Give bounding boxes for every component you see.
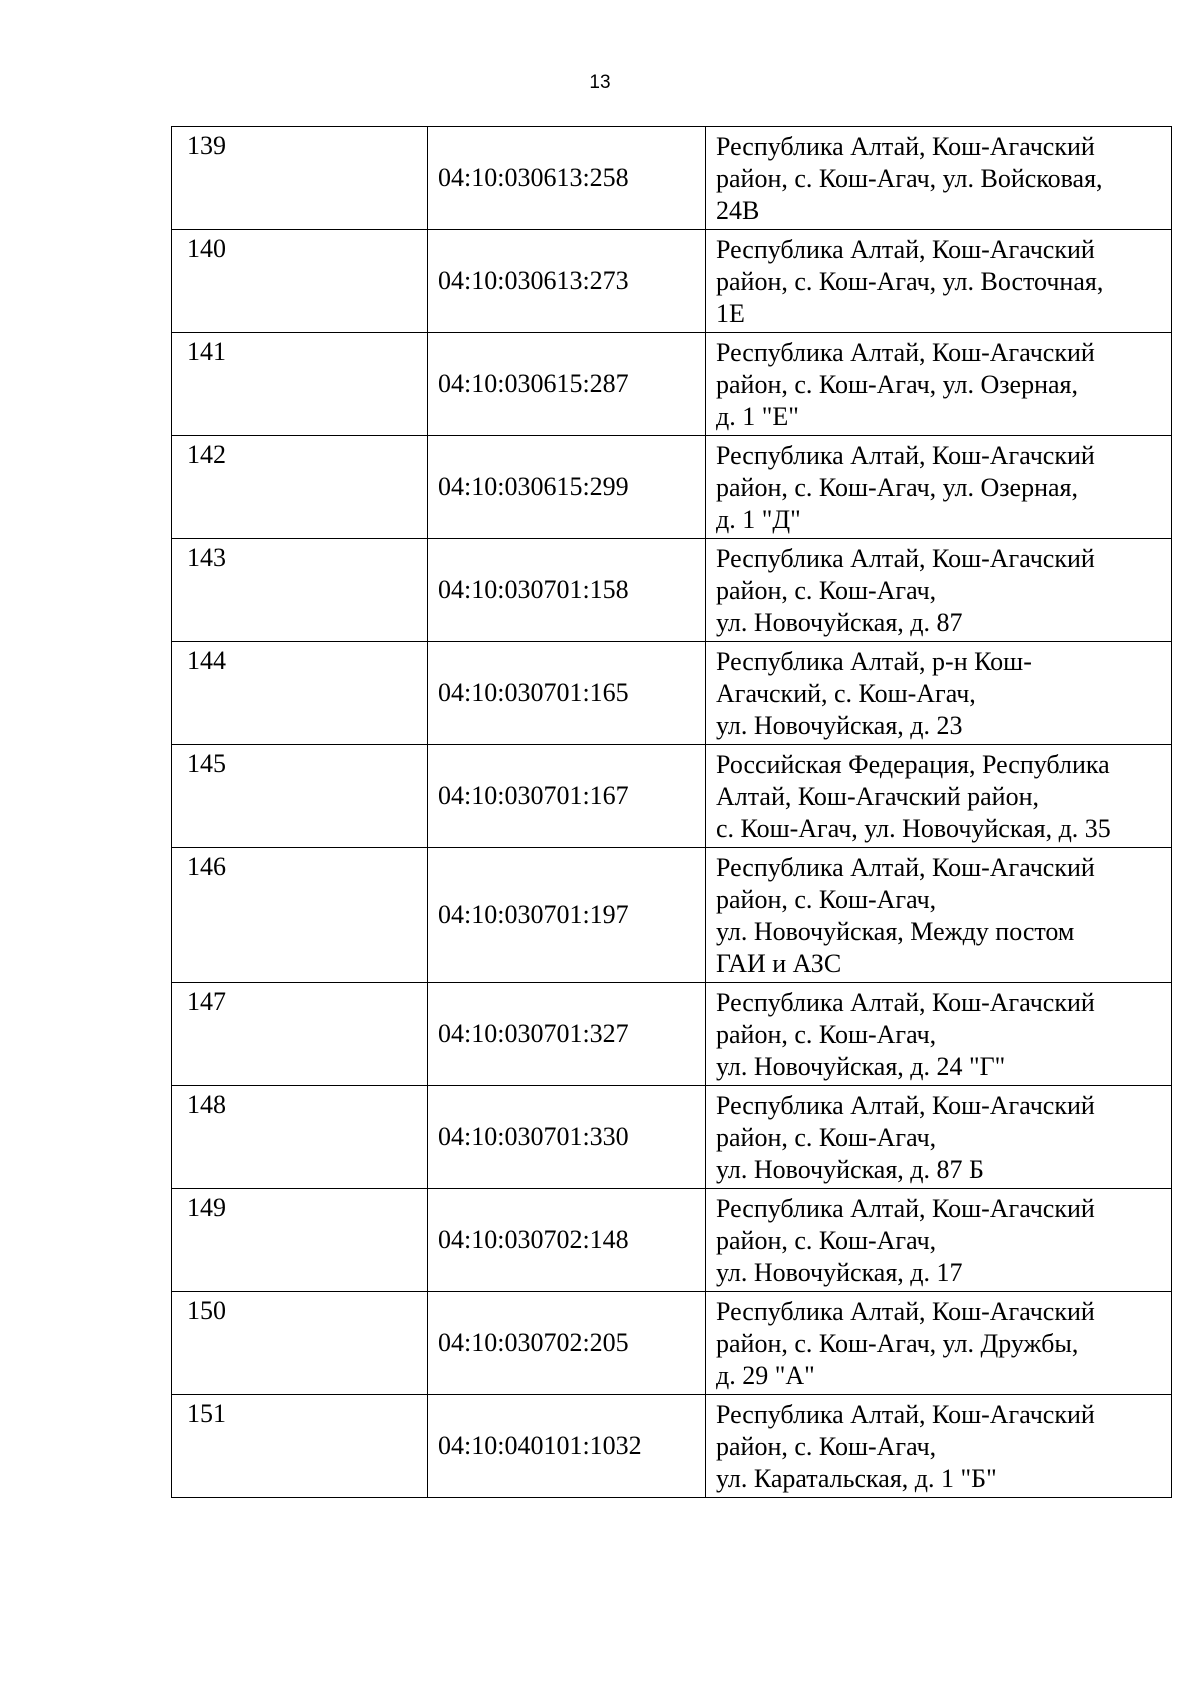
table-row — [172, 127, 1172, 230]
row-number: 141 — [172, 333, 428, 436]
address-cell — [706, 1395, 1172, 1498]
cadastral-number: 04:10:030615:299 — [428, 436, 706, 539]
row-number: 147 — [172, 983, 428, 1086]
cadastral-number: 04:10:030702:205 — [428, 1292, 706, 1395]
cadastral-number: 04:10:030613:273 — [428, 230, 706, 333]
table-row — [172, 230, 1172, 333]
address-cell — [706, 848, 1172, 983]
address-line: Республика Алтай, Кош-Агачский — [716, 1297, 1095, 1326]
cadastral-number: 04:10:030613:258 — [428, 127, 706, 230]
table-row — [172, 1292, 1172, 1395]
cadastral-number: 04:10:030702:148 — [428, 1189, 706, 1292]
address-line: Республика Алтай, Кош-Агачский — [716, 235, 1095, 264]
address-line: Республика Алтай, Кош-Агачский — [716, 1400, 1095, 1429]
table-row — [172, 436, 1172, 539]
address-line: Российская Федерация, Республика — [716, 750, 1110, 779]
cadastral-number: 04:10:030701:158 — [428, 539, 706, 642]
address-line: Агачский, с. Кош-Агач, — [716, 679, 976, 708]
table-row — [172, 848, 1172, 983]
address-cell — [706, 642, 1172, 745]
table-body — [172, 127, 1172, 1498]
address-cell — [706, 127, 1172, 230]
row-number: 143 — [172, 539, 428, 642]
table-row — [172, 1189, 1172, 1292]
address-cell — [706, 230, 1172, 333]
table-row — [172, 1086, 1172, 1189]
address-line: Республика Алтай, р-н Кош- — [716, 647, 1032, 676]
address-line: Республика Алтай, Кош-Агачский — [716, 544, 1095, 573]
row-number: 150 — [172, 1292, 428, 1395]
address-line: район, с. Кош-Агач, — [716, 1123, 937, 1152]
address-line: с. Кош-Агач, ул. Новочуйская, д. 35 — [716, 814, 1111, 843]
address-line: ул. Каратальская, д. 1 "Б" — [716, 1464, 997, 1493]
address-cell — [706, 1086, 1172, 1189]
table-row — [172, 745, 1172, 848]
address-cell — [706, 1292, 1172, 1395]
address-line: д. 1 "Д" — [716, 505, 801, 534]
address-line: район, с. Кош-Агач, ул. Озерная, — [716, 473, 1078, 502]
table-row — [172, 333, 1172, 436]
cadastral-number: 04:10:030701:330 — [428, 1086, 706, 1189]
address-line: 1Е — [716, 299, 745, 328]
address-cell — [706, 436, 1172, 539]
table-row — [172, 539, 1172, 642]
address-line: Республика Алтай, Кош-Агачский — [716, 132, 1095, 161]
row-number: 151 — [172, 1395, 428, 1498]
address-line: Республика Алтай, Кош-Агачский — [716, 1194, 1095, 1223]
address-line: Алтай, Кош-Агачский район, — [716, 782, 1039, 811]
cadastral-number: 04:10:030615:287 — [428, 333, 706, 436]
cadastral-number: 04:10:030701:165 — [428, 642, 706, 745]
address-line: д. 1 "Е" — [716, 402, 799, 431]
table-row — [172, 642, 1172, 745]
row-number: 142 — [172, 436, 428, 539]
address-line: район, с. Кош-Агач, ул. Войсковая, — [716, 164, 1103, 193]
address-line: район, с. Кош-Агач, ул. Дружбы, — [716, 1329, 1079, 1358]
row-number: 144 — [172, 642, 428, 745]
address-line: Республика Алтай, Кош-Агачский — [716, 1091, 1095, 1120]
address-line: 24В — [716, 196, 760, 225]
cadastral-number: 04:10:030701:327 — [428, 983, 706, 1086]
address-line: район, с. Кош-Агач, — [716, 885, 937, 914]
address-line: район, с. Кош-Агач, ул. Восточная, — [716, 267, 1104, 296]
address-cell — [706, 745, 1172, 848]
address-line: ГАИ и АЗС — [716, 949, 842, 978]
row-number: 146 — [172, 848, 428, 983]
address-cell — [706, 983, 1172, 1086]
address-line: Республика Алтай, Кош-Агачский — [716, 988, 1095, 1017]
address-line: район, с. Кош-Агач, — [716, 1432, 937, 1461]
table-row — [172, 983, 1172, 1086]
row-number: 149 — [172, 1189, 428, 1292]
address-line: район, с. Кош-Агач, — [716, 1020, 937, 1049]
address-line: Республика Алтай, Кош-Агачский — [716, 441, 1095, 470]
address-line: район, с. Кош-Агач, ул. Озерная, — [716, 370, 1078, 399]
row-number: 139 — [172, 127, 428, 230]
address-line: ул. Новочуйская, д. 17 — [716, 1258, 963, 1287]
land-plots-table — [171, 126, 1172, 1498]
address-line: Республика Алтай, Кош-Агачский — [716, 338, 1095, 367]
address-line: ул. Новочуйская, д. 24 "Г" — [716, 1052, 1006, 1081]
row-number: 145 — [172, 745, 428, 848]
row-number: 148 — [172, 1086, 428, 1189]
address-line: ул. Новочуйская, д. 87 — [716, 608, 963, 637]
address-cell — [706, 333, 1172, 436]
table-row — [172, 1395, 1172, 1498]
cadastral-number: 04:10:040101:1032 — [428, 1395, 706, 1498]
address-line: ул. Новочуйская, д. 23 — [716, 711, 963, 740]
cadastral-number: 04:10:030701:197 — [428, 848, 706, 983]
row-number: 140 — [172, 230, 428, 333]
address-line: район, с. Кош-Агач, — [716, 576, 937, 605]
address-cell — [706, 1189, 1172, 1292]
cadastral-number: 04:10:030701:167 — [428, 745, 706, 848]
address-line: район, с. Кош-Агач, — [716, 1226, 937, 1255]
address-cell — [706, 539, 1172, 642]
address-line: ул. Новочуйская, д. 87 Б — [716, 1155, 984, 1184]
page-number: 13 — [589, 72, 611, 93]
address-line: ул. Новочуйская, Между постом — [716, 917, 1075, 946]
address-line: д. 29 "А" — [716, 1361, 815, 1390]
address-line: Республика Алтай, Кош-Агачский — [716, 853, 1095, 882]
